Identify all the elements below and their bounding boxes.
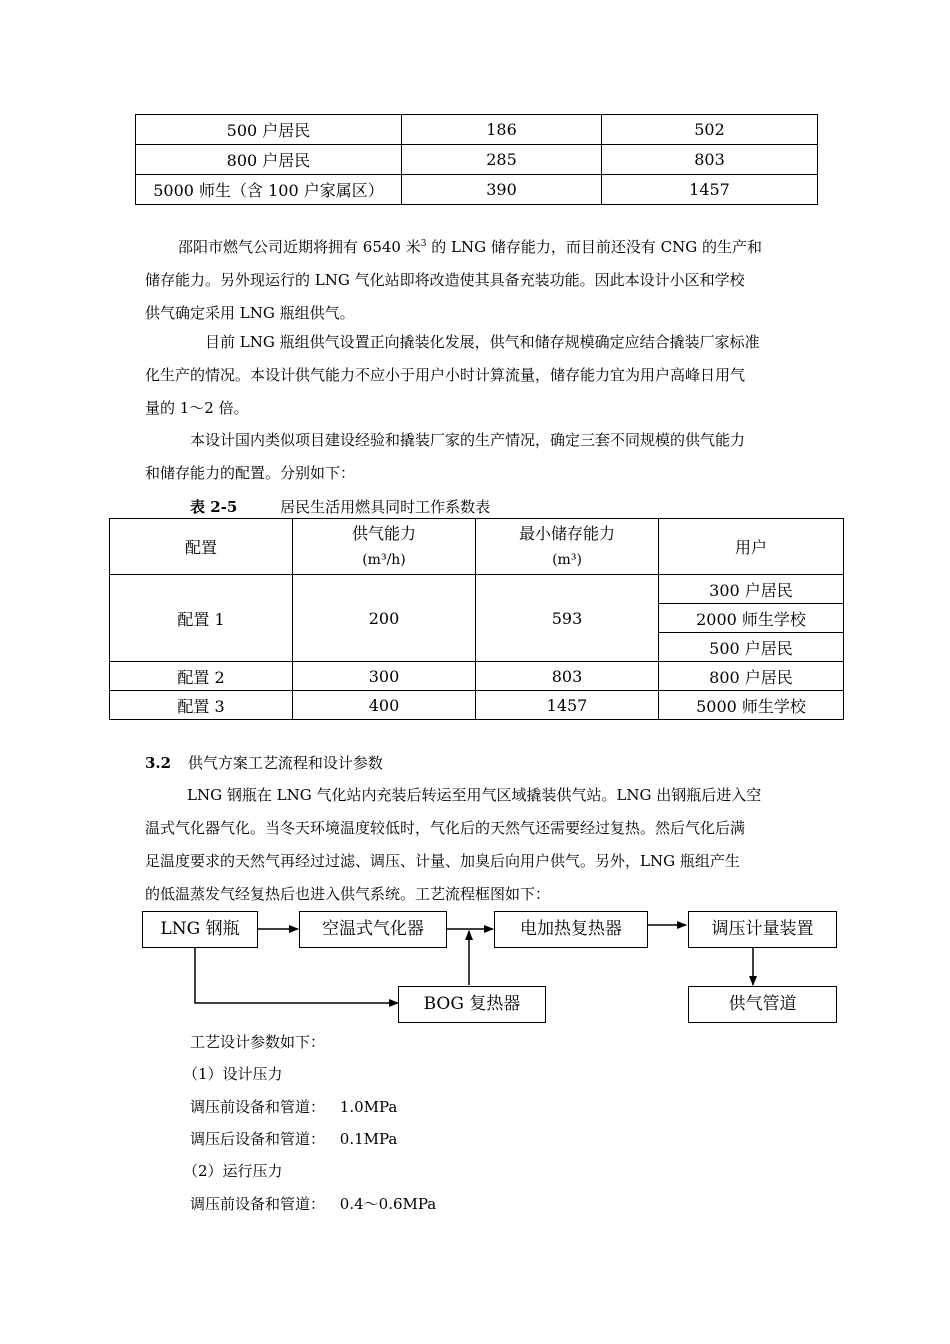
paragraph-line: 量的 1～2 倍。 <box>145 399 249 417</box>
config1-user: 500 户居民 <box>659 633 844 662</box>
config2-user: 800 户居民 <box>659 662 844 691</box>
paragraph-line: 邵阳市燃气公司近期将拥有 6540 米 <box>178 238 421 256</box>
flow-node-lng-cylinder: LNG 钢瓶 <box>142 911 258 948</box>
table-cell: 285 <box>402 145 602 175</box>
design-before-value: 1.0MPa <box>339 1098 398 1116</box>
design-before <box>190 1096 397 1117</box>
section-title: 供气方案工艺流程和设计参数 <box>187 754 383 772</box>
config1-supply: 200 <box>293 575 476 662</box>
paragraph-line: 本设计国内类似项目建设经验和撬装厂家的生产情况，确定三套不同规模的供气能力 <box>190 431 746 449</box>
paragraph-line: 储存能力。另外现运行的 LNG 气化站即将改造使其具备充装功能。因此本设计小区和学校 <box>145 271 745 289</box>
run-before-label: 调压前设备和管道： <box>190 1195 326 1213</box>
design-pressure-title: （1）设计压力 <box>183 1065 283 1083</box>
config2-supply: 300 <box>293 662 476 691</box>
table-caption-title: 居民生活用燃具同时工作系数表 <box>280 498 491 516</box>
config3-user: 5000 师生学校 <box>659 691 844 720</box>
run-before-value: 0.4～0.6MPa <box>339 1195 437 1213</box>
paragraph-line: 目前 LNG 瓶组供气设置正向撬装化发展，供气和储存规模确定应结合撬装厂家标准 <box>205 333 760 351</box>
header-storage-unit: (m³) <box>552 551 582 568</box>
config2-name: 配置 2 <box>110 662 293 691</box>
table-cell: 803 <box>602 145 818 175</box>
table-cell: 800 户居民 <box>136 145 402 175</box>
paragraph-line: 温式气化器气化。当冬天环境温度较低时，气化后的天然气还需要经过复热。然后气化后满 <box>145 819 746 837</box>
paragraph-line: 化生产的情况。本设计供气能力不应小于用户小时计算流量，储存能力宜为用户高峰日用气 <box>145 366 746 384</box>
config3-name: 配置 3 <box>110 691 293 720</box>
design-after-label: 调压后设备和管道： <box>190 1130 326 1148</box>
config1-name: 配置 1 <box>110 575 293 662</box>
header-storage-label: 最小储存能力 <box>518 523 615 543</box>
paragraph-line: 足温度要求的天然气再经过过滤、调压、计量、加臭后向用户供气。另外，LNG 瓶组产生 <box>145 852 740 870</box>
paragraph-line: 供气确定采用 LNG 瓶组供气。 <box>145 304 355 322</box>
paragraph-line: 和储存能力的配置。分别如下： <box>145 464 356 482</box>
header-supply-unit: (m³/h) <box>362 551 406 568</box>
params-intro: 工艺设计参数如下： <box>190 1033 326 1051</box>
design-after <box>190 1128 397 1149</box>
config2-storage: 803 <box>476 662 659 691</box>
table-cell: 1457 <box>602 175 818 205</box>
flow-node-vaporizer: 空温式气化器 <box>299 911 447 948</box>
table-cell: 500 户居民 <box>136 115 402 145</box>
run-before <box>190 1193 436 1214</box>
header-supply-label: 供气能力 <box>351 523 416 543</box>
config1-user: 2000 师生学校 <box>659 604 844 633</box>
table-caption-label: 表 2-5 <box>190 498 238 516</box>
header-users: 用户 <box>659 519 844 575</box>
table-cell: 186 <box>402 115 602 145</box>
flow-node-regulator: 调压计量装置 <box>688 911 837 948</box>
paragraph-line: LNG 钢瓶在 LNG 气化站内充装后转运至用气区域撬装供气站。LNG 出钢瓶后进入空 <box>187 786 762 804</box>
paragraph-line: 的低温蒸发气经复热后也进入供气系统。工艺流程框图如下： <box>145 885 551 903</box>
design-before-label: 调压前设备和管道： <box>190 1098 326 1116</box>
table-cell: 390 <box>402 175 602 205</box>
arrow-lng-to-bog <box>195 947 398 1003</box>
config1-user: 300 户居民 <box>659 575 844 604</box>
flow-node-bog-heater: BOG 复热器 <box>398 986 546 1023</box>
config3-supply: 400 <box>293 691 476 720</box>
config3-storage: 1457 <box>476 691 659 720</box>
config1-storage: 593 <box>476 575 659 662</box>
flow-node-pipeline: 供气管道 <box>688 986 837 1023</box>
section-number: 3.2 <box>145 754 172 772</box>
header-config: 配置 <box>110 519 293 575</box>
flow-node-heater: 电加热复热器 <box>494 911 648 948</box>
table-cell: 5000 师生（含 100 户家属区） <box>136 175 402 205</box>
table-cell: 502 <box>602 115 818 145</box>
design-after-value: 0.1MPa <box>339 1130 398 1148</box>
paragraph-line: 的 LNG 储存能力，而目前还没有 CNG 的生产和 <box>426 238 762 256</box>
superscript: 3 <box>420 239 427 249</box>
run-pressure-title: （2）运行压力 <box>183 1162 283 1180</box>
